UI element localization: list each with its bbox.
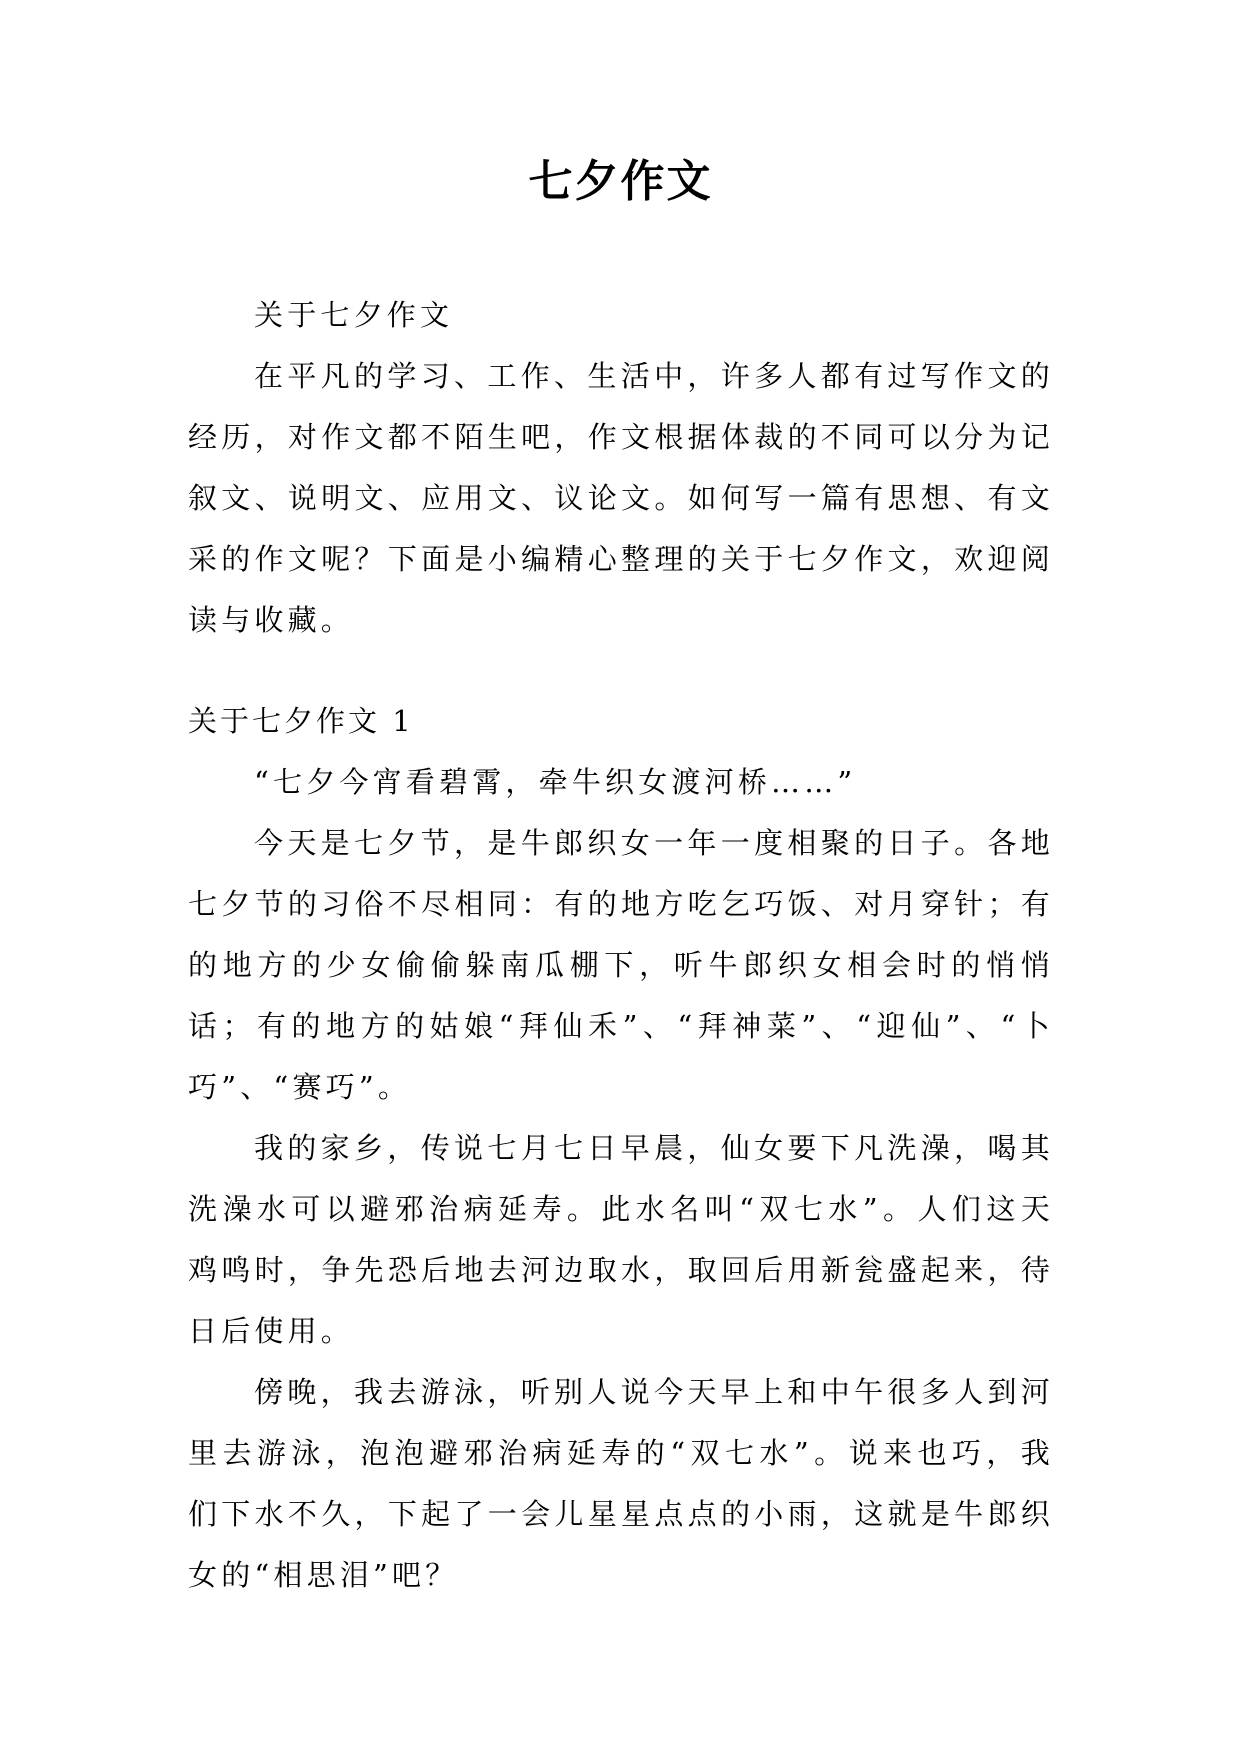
essay-section <box>188 691 1054 1606</box>
essay-paragraph-1: “七夕今宵看碧霄，牵牛织女渡河桥……” <box>254 765 857 799</box>
essay-paragraph-2: 今天是七夕节，是牛郎织女一年一度相聚的日子。各地七夕节的习俗不尽相同：有的地方吃乞巧饭、对月穿针；有的地方的少女偷偷躲南瓜棚下，听牛郎织女相会时的悄悄话；有的地方的姑娘“拜仙禾”、“拜神菜”、“迎仙”、“卜巧”、“赛巧”。 <box>188 826 1054 1104</box>
essay-paragraph-3: 我的家乡，传说七月七日早晨，仙女要下凡洗澡，喝其洗澡水可以避邪治病延寿。此水名叫“双七水”。人们这天鸡鸣时，争先恐后地去河边取水，取回后用新瓮盛起来，待日后使用。 <box>188 1131 1054 1348</box>
document-title: 七夕作文 <box>528 156 713 207</box>
intro-paragraph: 在平凡的学习、工作、生活中，许多人都有过写作文的经历，对作文都不陌生吧，作文根据体裁的不同可以分为记叙文、说明文、应用文、议论文。如何写一篇有思想、有文采的作文呢？下面是小编精心整理的关于七夕作文，欢迎阅读与收藏。 <box>188 359 1054 637</box>
essay-paragraph-4: 傍晚，我去游泳，听别人说今天早上和中午很多人到河里去游泳，泡泡避邪治病延寿的“双七水”。说来也巧，我们下水不久，下起了一会儿星星点点的小雨，这就是牛郎织女的“相思泪”吧？ <box>188 1375 1054 1592</box>
intro-section <box>188 285 1054 651</box>
essay-heading: 关于七夕作文 1 <box>188 704 414 738</box>
intro-label: 关于七夕作文 <box>254 298 454 332</box>
